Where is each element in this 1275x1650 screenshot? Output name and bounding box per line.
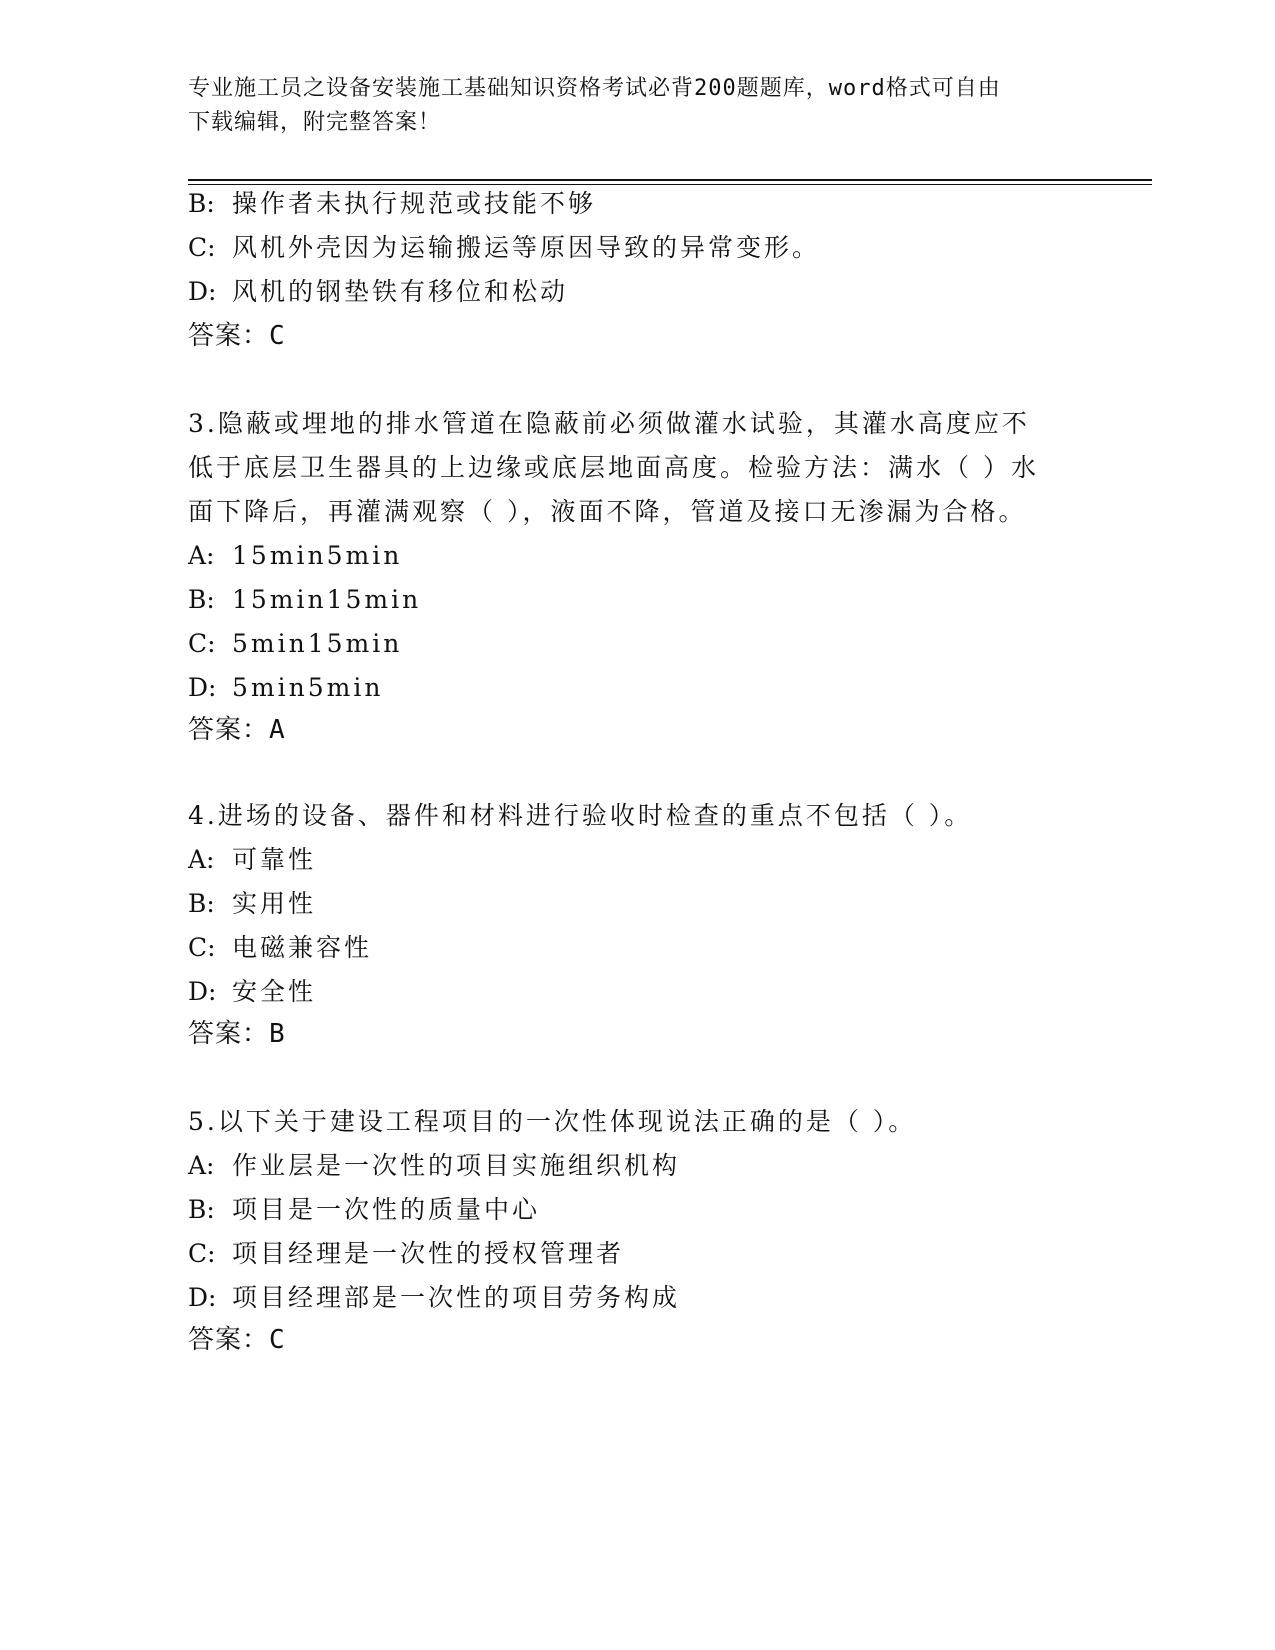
option-key: A:: [188, 541, 215, 570]
option-text: 项目经理是一次性的授权管理者: [232, 1239, 625, 1268]
answer-label: 答案：: [188, 1325, 270, 1355]
header-line-2: 下载编辑，附完整答案！: [188, 110, 442, 135]
option-key: B:: [188, 1195, 215, 1224]
option-text: 项目经理部是一次性的项目劳务构成: [232, 1283, 681, 1312]
q5-stem-line-1: 5.以下关于建设工程项目的一次性体现说法正确的是（ ）。: [188, 1107, 917, 1136]
q2-option-b: [188, 187, 596, 221]
option-key: C:: [188, 933, 216, 962]
option-key: A:: [188, 845, 215, 874]
q2-answer: [188, 319, 286, 353]
q4-answer: [188, 1017, 286, 1051]
q3-option-a: [188, 539, 402, 573]
header-rule-thick: [188, 179, 1152, 181]
q3-stem-line-3: 面下降后，再灌满观察（ ），液面不降，管道及接口无渗漏为合格。: [188, 497, 1027, 526]
option-key: D:: [188, 277, 217, 306]
option-text: 安全性: [232, 977, 317, 1006]
q3-option-c: [188, 627, 402, 661]
option-key: C:: [188, 1239, 216, 1268]
option-key: D:: [188, 1283, 217, 1312]
header-rule-thin: [188, 184, 1152, 185]
option-key: D:: [188, 977, 217, 1006]
q3-option-b: [188, 583, 421, 617]
q4-option-d: [188, 975, 316, 1009]
answer-label: 答案：: [188, 715, 270, 745]
q2-option-c: [188, 231, 820, 265]
q5-answer: [188, 1323, 286, 1357]
q3-stem-line-1: 3.隐蔽或埋地的排水管道在隐蔽前必须做灌水试验，其灌水高度应不: [188, 409, 1030, 438]
option-text: 电磁兼容性: [232, 933, 373, 962]
q5-option-b: [188, 1193, 540, 1227]
option-text: 作业层是一次性的项目实施组织机构: [232, 1151, 681, 1180]
option-text: 风机的钢垫铁有移位和松动: [232, 277, 569, 306]
document-header: [188, 72, 1088, 140]
option-text: 15min15min: [232, 585, 422, 614]
option-text: 5min5min: [232, 673, 384, 702]
answer-label: 答案：: [188, 1019, 270, 1049]
option-key: B:: [188, 585, 215, 614]
option-key: C:: [188, 233, 216, 262]
answer-value: C: [269, 321, 286, 351]
answer-value: B: [269, 1019, 286, 1049]
q3-answer: [188, 713, 286, 747]
option-text: 项目是一次性的质量中心: [232, 1195, 541, 1224]
q3-option-d: [188, 671, 383, 705]
option-key: A:: [188, 1151, 215, 1180]
option-text: 15min5min: [232, 541, 403, 570]
option-text: 风机外壳因为运输搬运等原因导致的异常变形。: [232, 233, 821, 262]
answer-value: C: [269, 1325, 286, 1355]
q4-option-b: [188, 887, 316, 921]
option-text: 可靠性: [232, 845, 317, 874]
option-text: 实用性: [232, 889, 317, 918]
q4-option-c: [188, 931, 372, 965]
q4-stem-line-1: 4.进场的设备、器件和材料进行验收时检查的重点不包括（ ）。: [188, 801, 973, 830]
option-text: 5min15min: [232, 629, 403, 658]
q3-stem-line-2: 低于底层卫生器具的上边缘或底层地面高度。检验方法：满水（ ）水: [188, 453, 1039, 482]
q5-option-c: [188, 1237, 624, 1271]
header-line-1: 专业施工员之设备安装施工基础知识资格考试必背200题题库，word格式可自由: [188, 76, 1001, 101]
answer-value: A: [269, 715, 286, 745]
option-key: B:: [188, 889, 215, 918]
option-key: B:: [188, 189, 215, 218]
option-key: C:: [188, 629, 216, 658]
option-key: D:: [188, 673, 217, 702]
q5-option-d: [188, 1281, 680, 1315]
q2-option-d: [188, 275, 568, 309]
q4-option-a: [188, 843, 316, 877]
answer-label: 答案：: [188, 321, 270, 351]
option-text: 操作者未执行规范或技能不够: [232, 189, 597, 218]
q5-option-a: [188, 1149, 680, 1183]
